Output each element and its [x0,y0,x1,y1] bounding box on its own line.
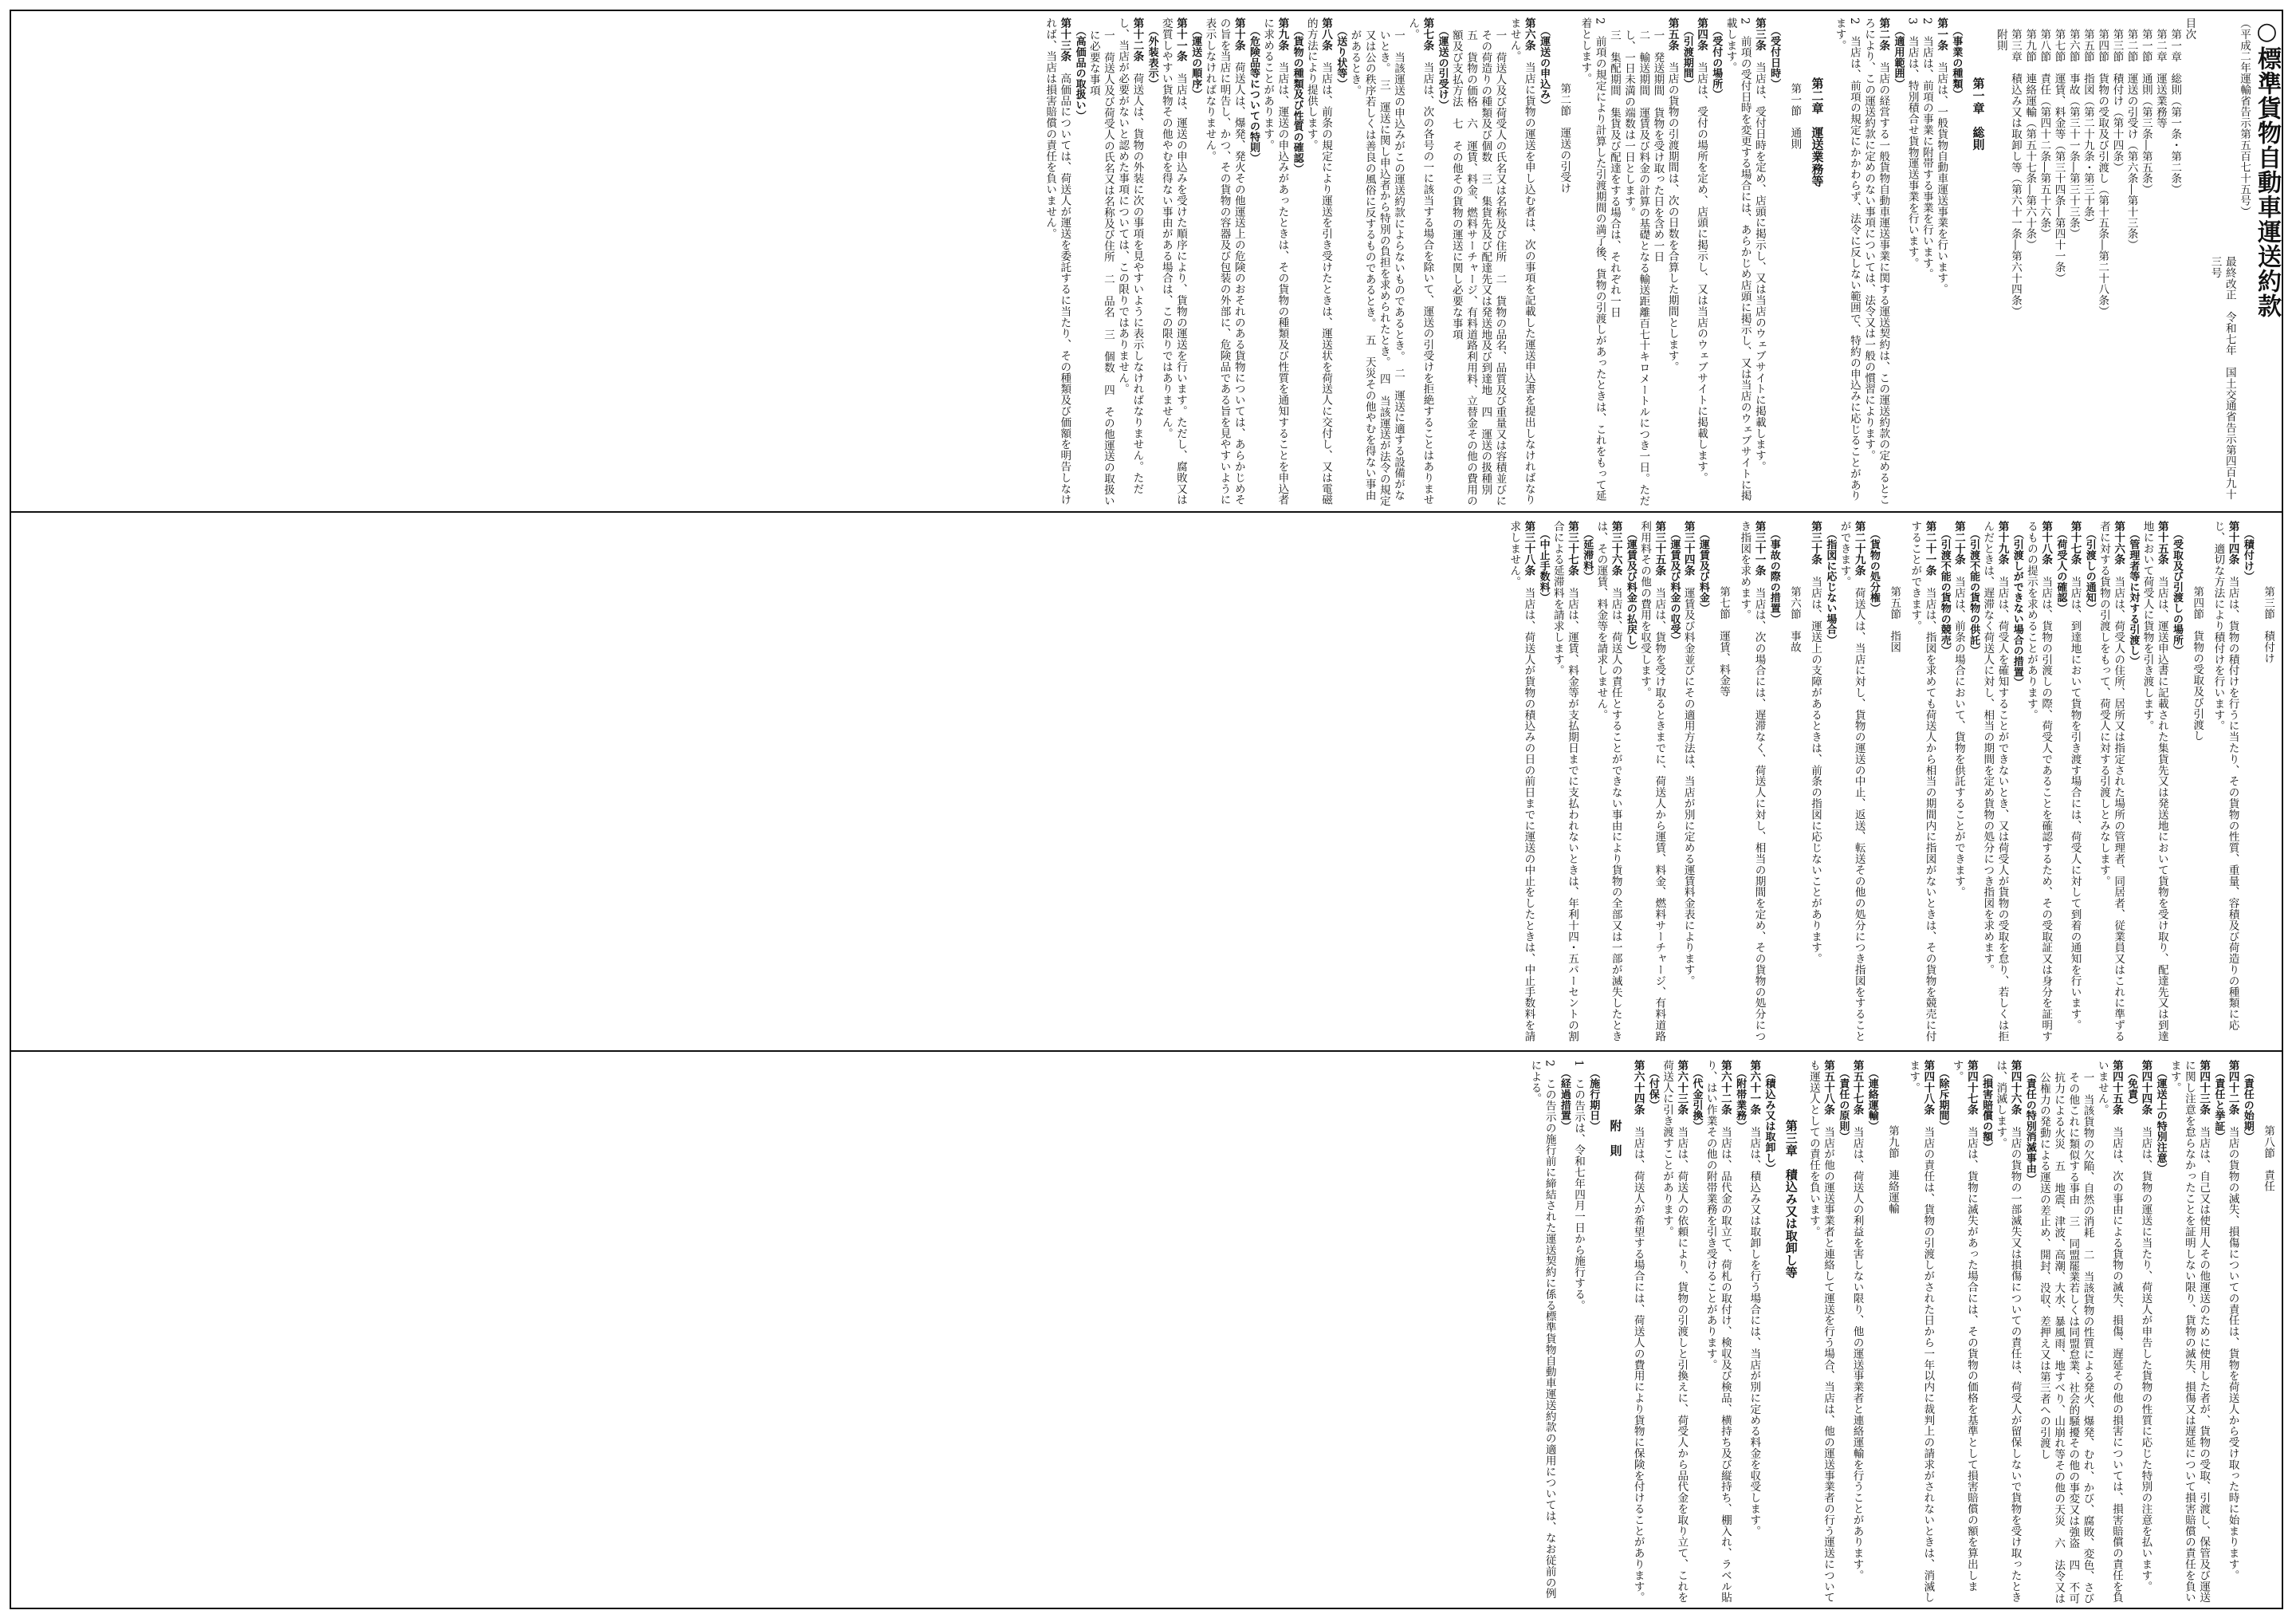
article-caption: （引渡しの通知） [2083,529,2096,614]
article-caption: （適用範囲） [1892,26,1905,90]
article-caption: （貨物の処分権） [1867,529,1880,614]
toc-item: 第一章 総則（第一条・第二条） [2168,28,2182,195]
article-number: 第二十一条 [1923,521,1936,577]
article-number: 第九条 [1276,18,1289,51]
list-item: 一 当該貨物の欠陥、自然の消耗 二 当該貨物の性質による発火、爆発、むれ、かび、腐敗、変色、さびその他これに類似する事由 三 同盟罷業若しくは同盟怠業、社会的騒擾その他の事変又は強盗 四 不可抗力による火災 五 地震、津波、高潮、大水、暴風雨、地すべり、山崩れ等その他の天災 六 法令又は公権力の発動による運送の差止め、開封、没収、差押え又は第三者への引渡し [2037,1071,2094,1604]
text-band-1 [11,11,2282,508]
toc-item: 第一節 通則（第三条―第五条） [2139,28,2152,195]
article-caption: （施行期日） [1587,1068,1600,1132]
text-band-2 [11,516,2282,1047]
article-number: 第三十八条 [1522,521,1535,577]
article-caption: （引渡しができない場合の措置） [2011,529,2023,688]
list-item: 三 集配期間 集貨及び配達をする場合は、それぞれ一日 [1607,29,1621,318]
article-number: 第六十四条 [1631,1060,1645,1116]
article-number: 第二条 [1877,18,1890,51]
article-caption: （責任の原則） [1837,1068,1850,1143]
article-text: 当店は、荷受人の住所、居所又は指定された場所の管理者、同居者、従業員又はこれに準ずる者に対する貨物の引渡しをもって、荷受人に対する引渡しとみなします。 [2097,521,2125,1042]
toc-item: 第二節 運送の引受け（第六条―第十三条） [2125,28,2138,250]
article-text: 当店は、荷受人を確知することができないとき、又は荷受人が貨物の受取を怠り、若しくは拒んだときは、遅滞なく荷送人に対し、相当の期間を定め貨物の処分につき指図を求めます。 [1981,521,2009,1042]
article-text: 当店は、指図を求めても荷送人から相当の期間内に指図がないときは、その貨物を競売に付することができます。 [1909,521,1936,1042]
toc-item: 第三章 積込み又は取卸し等（第六十一条―第六十四条） [2008,28,2022,317]
article-text: 当店は、運送の申込みがあったときは、その貨物の種類及び性質を通知することを申込者に求めることがあります。 [1261,18,1289,506]
article-caption: （事故の際の措置） [1767,529,1780,625]
amendment-note: 最終改正 令和七年 国土交通省告示第四百九十三号 [2208,256,2236,500]
toc-item: 第五節 指図（第二十九条・第三十条） [2081,28,2094,228]
text-band-3 [11,1055,2282,1609]
article-text: 当店は、運送の申込みを受けた順序により、貨物の運送を行います。ただし、腐敗又は変質しやすい貨物その他やむを得ない事由がある場合は、この限りではありません。 [1159,18,1187,506]
section-heading: 第五節 指図 [1888,585,1901,652]
article-number: 第三十一条 [1752,521,1766,577]
toc-item: 第八節 責任（第四十二条―第五十六条） [2038,28,2051,239]
chapter-heading: 第三章 積込み又は取卸し等 [1783,1120,1799,1278]
article-text: 当店は、運賃、料金等が支払期日までに支払われないときは、年利十四・五パーセントの割合による延滞料を請求します。 [1551,521,1579,1042]
article-caption: （引渡不能の貨物の競売） [1938,529,1951,656]
paragraph: 2 当店は、前項の事業に附帯する事業を行います。 [1920,18,1933,280]
section-heading: 第八節 責任 [2262,1124,2274,1191]
article-caption: （延滞料） [1581,529,1594,582]
article-caption: （受取及び引渡しの場所） [2170,529,2183,656]
article-text: 当店は、到達地において貨物を引き渡す場合には、荷受人に対して到着の通知を行います。 [2068,576,2082,1031]
article-number: 第四条 [1695,18,1708,51]
article-text: 当店の貨物の一部滅失又は損傷についての責任は、荷受人が留保しないで貨物を受け取ったときは、消滅します。 [1994,1060,2022,1604]
article-caption: （免責） [2125,1068,2138,1111]
article-number: 第十三条 [1058,18,1071,62]
article-number: 第十八条 [2039,521,2053,565]
article-number: 第四十二条 [2226,1060,2239,1116]
article-caption: （送り状等） [1335,26,1347,90]
article-caption: （運賃及び料金） [1696,529,1709,614]
article-text: 当店は、積込み又は取卸しを行う場合には、当店が別に定める料金を収受します。 [1748,1126,1761,1537]
article-text: 荷送人は、当店に対し、貨物の運送の中止、返送、転送その他の処分につき指図をすることができます。 [1838,521,1866,1042]
article-number: 第十一条 [1174,18,1187,62]
article-caption: （積込み又は取卸し） [1763,1068,1775,1175]
article-caption: （経過措置） [1558,1068,1571,1132]
list-item: 一 当該運送の申込みがこの運送約款によらないものであるとき。 二 運送に適する設備がないとき。 三 運送に関し申込者から特別の負担を求められたとき。 四 当該運送が法令の規定又は公の秩序若しくは善良の風俗に反するものであるとき。 五 天災その他やむを得ない事由があるとき。 [1348,29,1406,506]
article-number: 第六十三条 [1675,1060,1689,1116]
article-text: 当店は、貨物を受け取るときまでに、荷送人から運賃、料金、燃料サーチャージ、有料道路利用料その他の費用を収受します。 [1638,521,1666,1042]
article-number: 第十六条 [2112,521,2125,565]
article-number: 第十九条 [1995,521,2009,565]
article-number: 第六十一条 [1748,1060,1761,1116]
article-number: 第十条 [1232,18,1245,51]
article-text: 当店は、受付日時を定め、店頭に掲示し、又は当店のウェブサイトに掲載します。 [1752,61,1766,472]
article-caption: （高価品の取扱い） [1073,26,1086,122]
band-divider-2 [11,1050,2282,1052]
article-text: 当店は、一般貨物自動車運送事業を行います。 [1935,61,1948,295]
section-heading: 第六節 事故 [1787,585,1801,652]
article-text: 当店は、荷送人が貨物の積込みの日の前日までに運送の中止をしたときは、中止手数料を請求しません。 [1508,521,1535,1042]
article-text: 当店は、自己又は使用人その他運送のために使用した者が、貨物の受取、引渡し、保管及び運送に関し注意を怠らなかったことを証明しない限り、貨物の滅失、損傷又は遅延について損害賠償の責任を負います。 [2168,1060,2211,1604]
article-number: 第六条 [1522,18,1535,51]
band-2-column-text [18,516,2282,1047]
article-caption: （代金引換） [1690,1068,1703,1132]
article-caption: （運賃及び料金の収受） [1668,529,1681,646]
article-number: 第三十四条 [1681,521,1695,577]
toc-item: 第七節 運賃、料金等（第三十四条―第四十一条） [2052,28,2066,284]
article-text: 当店の貨物の滅失、損傷についての責任は、貨物を荷送人から受け取った時に始まります。 [2226,1126,2239,1581]
article-number: 第二十条 [1952,521,1965,565]
article-text: 当店は、荷送人の利益を害しない限り、他の運送事業者と連絡運輸を行うことがあります。 [1850,1126,1864,1581]
article-caption: （受付日時） [1768,26,1781,90]
section-heading: 第三節 積付け [2262,585,2274,663]
article-text: 当店は、荷送人の依頼により、貨物の引渡しと引換えに、荷受人から品代金を取り立て、これを荷送人に引き渡すことがあります。 [1661,1060,1689,1604]
paragraph: 2 前項の規定により計算した引渡期間の満了後、貨物の引渡しがあったときは、これをもって延着とします。 [1578,18,1606,502]
paragraph: 1 この告示は、令和七年四月一日から施行する。 [1572,1060,1586,1311]
article-caption: （管理者等に対する引渡し） [2127,529,2140,667]
article-caption: （連絡運輸） [1866,1068,1878,1132]
article-caption: （付保） [1646,1068,1659,1111]
article-text: 当店は、受付の場所を定め、店頭に掲示し、又は当店のウェブサイトに掲載します。 [1695,61,1708,483]
article-text: 当店は、運送申込書に記載された集貨先又は発送地において貨物を受け取り、配達先又は到達地において荷受人に貨物を引き渡します。 [2141,521,2168,1042]
article-number: 第四十八条 [1921,1060,1935,1116]
article-caption: （責任の特別消滅事由） [2023,1068,2036,1185]
article-text: 高価品については、荷送人が運送を委託するに当たり、その種類及び価額を明告しなければ、当店は損害賠償の責任を負いません。 [1044,18,1071,506]
article-number: 第四十五条 [2109,1060,2123,1116]
article-number: 第十二条 [1130,18,1144,62]
toc-item: 第九節 連絡運輸（第五十七条―第六十条） [2023,28,2037,250]
section-heading: 第七節 運賃、料金等 [1717,585,1731,697]
article-text: 当店は、次の各号の一に該当する場合を除いて、運送の引受けを拒絶することはありません。 [1406,18,1434,506]
article-caption: （損害賠償の額） [1980,1068,1993,1153]
article-text: 当店に貨物の運送を申し込む者は、次の事項を記載した運送申込書を提出しなければなりません。 [1508,18,1535,506]
article-number: 第四十七条 [1964,1060,1978,1116]
band-divider-1 [11,511,2282,513]
article-caption: （運賃及び料金の払戻し） [1624,529,1637,656]
article-caption: （貨物の種類及び性質の確認） [1291,26,1303,175]
article-caption: （引渡不能の貨物の供託） [1968,529,1980,656]
title-note: （平成二年運輸省告示第五百七十五号） [2238,18,2251,218]
toc-item: 附則 [1994,28,2007,51]
article-number: 第三十六条 [1609,521,1622,577]
paragraph: 2 当店は、前項の規定にかかわらず、法令に反しない範囲で、特約の申込みに応じることがあります。 [1833,18,1861,502]
document-title: ○標準貨物自動車運送約款 [2253,18,2281,318]
article-text: 当店は、貨物の運送に当たり、荷送人が申告した貨物の性質に応じた特別の注意を払います。 [2139,1126,2152,1592]
article-number: 第八条 [1319,18,1333,51]
section-heading: 第九節 連絡運輸 [1885,1124,1899,1214]
article-number: 第三十五条 [1653,521,1666,577]
article-text: 運賃及び料金並びにその適用方法は、当店が別に定める運賃料金表によります。 [1681,587,1695,986]
article-number: 第六十二条 [1718,1060,1732,1116]
supplementary-heading: 附 則 [1608,1120,1623,1156]
section-heading: 第二節 運送の引受け [1558,82,1571,194]
toc-item: 第四節 貨物の受取及び引渡し（第十五条―第二十八条） [2096,28,2109,317]
section-heading: 第四節 貨物の受取及び引渡し [2191,585,2204,742]
article-text: 当店は、荷送人の責任とすることができない事由により貨物の全部又は一部が滅失したときは、その運賃、料金等を請求しません。 [1594,521,1622,1042]
section-heading: 第一節 通則 [1788,82,1802,149]
article-text: 当店が他の運送事業者と連絡して運送を行う場合、当店は、他の運送事業者の行う運送についても運送人としての責任を負います。 [1807,1060,1835,1604]
article-caption: （責任と挙証） [2212,1068,2225,1143]
article-text: 荷送人は、貨物の外装に次の事項を見やすいように表示しなければなりません。ただし、当店が必要がないと認めた事項については、この限りではありません。 [1116,18,1144,494]
article-text: 当店は、貨物の積付けを行うに当たり、その貨物の性質、重量、容積及び荷造りの種類に応じ、適切な方法により積付けを行います。 [2211,521,2239,1031]
toc-item: 第二章 運送業務等 [2153,28,2167,128]
article-text: 当店は、貨物の引渡しの際、荷受人であることを確認するため、その受取証又は身分を証明するものの提示を求めることがあります。 [2024,521,2053,1042]
chapter-heading: 第一章 総則 [1971,77,1986,151]
article-text: 当店は、貨物に滅失があった場合には、その貨物の価格を基準として損害賠償の額を算出します。 [1950,1060,1978,1592]
toc-item: 第六節 事故（第三十一条―第三十三条） [2066,28,2080,239]
article-text: 当店は、前条の場合において、貨物を供託することができます。 [1952,576,1965,898]
article-number: 第四十三条 [2197,1060,2211,1116]
article-caption: （危険品等についての特則） [1248,26,1260,164]
article-text: 荷送人は、爆発、発火その他運送上の危険のおそれのある貨物については、あらかじめその旨を当店に明告し、かつ、その貨物の容器及び包装の外部に、危険品である旨を見やすいように表示しなければなりません。 [1203,18,1245,506]
article-text: 当店は、次の場合には、遅滞なく、荷送人に対し、相当の期間を定め、その貨物の処分につき指図を求めます。 [1738,521,1766,1042]
article-text: 当店の貨物の引渡期間は、次の日数を合算した期間とします。 [1665,61,1679,372]
article-caption: （除斥期間） [1936,1068,1949,1132]
table-of-contents [1994,18,2197,508]
chapter-heading: 第二章 運送業務等 [1810,77,1825,187]
paragraph: 2 この告示の施行前に締結された運送契約に係る標準貨物自動車運送約款の適用については、なお従前の例による。 [1528,1060,1556,1600]
list-item: 二 輸送期間 運賃及び料金の計算の基礎となる輸送距離百七十キロメートルにつき一日。ただし、一日未満の端数は一日とします。 [1622,29,1650,506]
article-number: 第三条 [1752,18,1766,51]
article-caption: （責任の始期） [2241,1068,2254,1143]
article-number: 第十五条 [2155,521,2168,565]
article-number: 第一条 [1935,18,1948,51]
article-number: 第七条 [1421,18,1434,51]
toc-item: 第三節 積付け（第十四条） [2110,28,2124,173]
article-number: 第十七条 [2068,521,2082,565]
article-text: 当店は、荷送人が希望する場合には、荷送人の費用により貨物に保険を付けることがあります。 [1631,1126,1645,1604]
article-caption: （指図に応じない場合） [1824,529,1837,646]
article-text: 当店は、運送上の支障があるときは、前条の指図に応じないことがあります。 [1809,576,1822,965]
paragraph: 3 当店は、特別積合せ貨物運送事業を行います。 [1905,18,1919,269]
article-caption: （引渡期間） [1681,26,1693,90]
article-caption: （中止手数料） [1537,529,1550,604]
article-text: 当店の責任は、貨物の引渡しがされた日から一年以内に裁判上の請求がされないときは、消滅します。 [1907,1060,1935,1604]
list-item: 一 発送期間 貨物を受け取った日を含め一日 [1651,29,1665,262]
article-caption: （荷受人の確認） [2054,529,2067,614]
article-number: 第五十八条 [1822,1060,1835,1116]
article-caption: （受付の場所） [1710,26,1723,100]
article-number: 第四十六条 [2008,1060,2022,1116]
article-caption: （外装表示） [1146,26,1158,90]
article-text: 当店は、前条の規定により運送を引き受けたときは、運送状を荷送人に交付し、又は電磁的方法により提供します。 [1304,18,1333,506]
article-caption: （運送上の特別注意） [2154,1068,2167,1175]
article-number: 第二十九条 [1852,521,1866,577]
list-item: 一 荷送人及び荷受人の氏名又は名称及び住所 二 品名 三 個数 四 その他運送の取扱いに必要な事項 [1087,29,1115,506]
article-number: 第十四条 [2226,521,2239,565]
article-number: 第五条 [1665,18,1679,51]
article-number: 第三十条 [1809,521,1822,565]
article-text: 当店は、次の事由による貨物の滅失、損傷、遅延その他の損害については、損害賠償の責任を負いません。 [2095,1060,2123,1604]
article-text: 当店は、品代金の取立て、荷札の取付け、検収及び検品、横持ち及び縦持ち、棚入れ、ラベル貼り、はい作業その他の附帯業務を引き受けることがあります。 [1704,1060,1732,1604]
paragraph: 2 前項の受付日時を変更する場合には、あらかじめ店頭に掲示し、又は当店のウェブサイトに掲載します。 [1724,18,1751,502]
band-1-column-text [49,11,2282,508]
article-caption: （運送の申込み） [1538,26,1551,111]
article-caption: （附帯業務） [1734,1068,1747,1132]
article-number: 第四十四条 [2139,1060,2152,1116]
article-number: 第五十七条 [1850,1060,1864,1116]
title-block [2208,18,2282,508]
article-caption: （運送の順序） [1189,26,1202,100]
band-3-column-text [18,1055,2282,1609]
list-item: 一 荷送人及び荷受人の氏名又は名称及び住所 二 貨物の品名、品質及び重量又は容積並びにその荷造りの種類及び個数 三 集貨先及び配達先又は発送地及び到達地 四 運送の扱種別 五 貨物の価格 六 運賃、料金、燃料サーチャージ、有料道路利用料、立替金その他の費用の額及び支払方法 七 その他その貨物の運送に関し必要な事項 [1449,29,1507,506]
article-caption: （事業の種類） [1950,26,1963,100]
toc-heading: 目次 [2183,18,2196,40]
article-number: 第三十七条 [1566,521,1579,577]
article-caption: （運送の引受け） [1436,26,1449,111]
article-text: 当店の経営する一般貨物自動車運送事業に関する運送契約は、この運送約款の定めるところにより、この運送約款に定めのない事項については、法令又は一般の慣習によります。 [1862,18,1890,506]
article-caption: （積付け） [2241,529,2254,582]
